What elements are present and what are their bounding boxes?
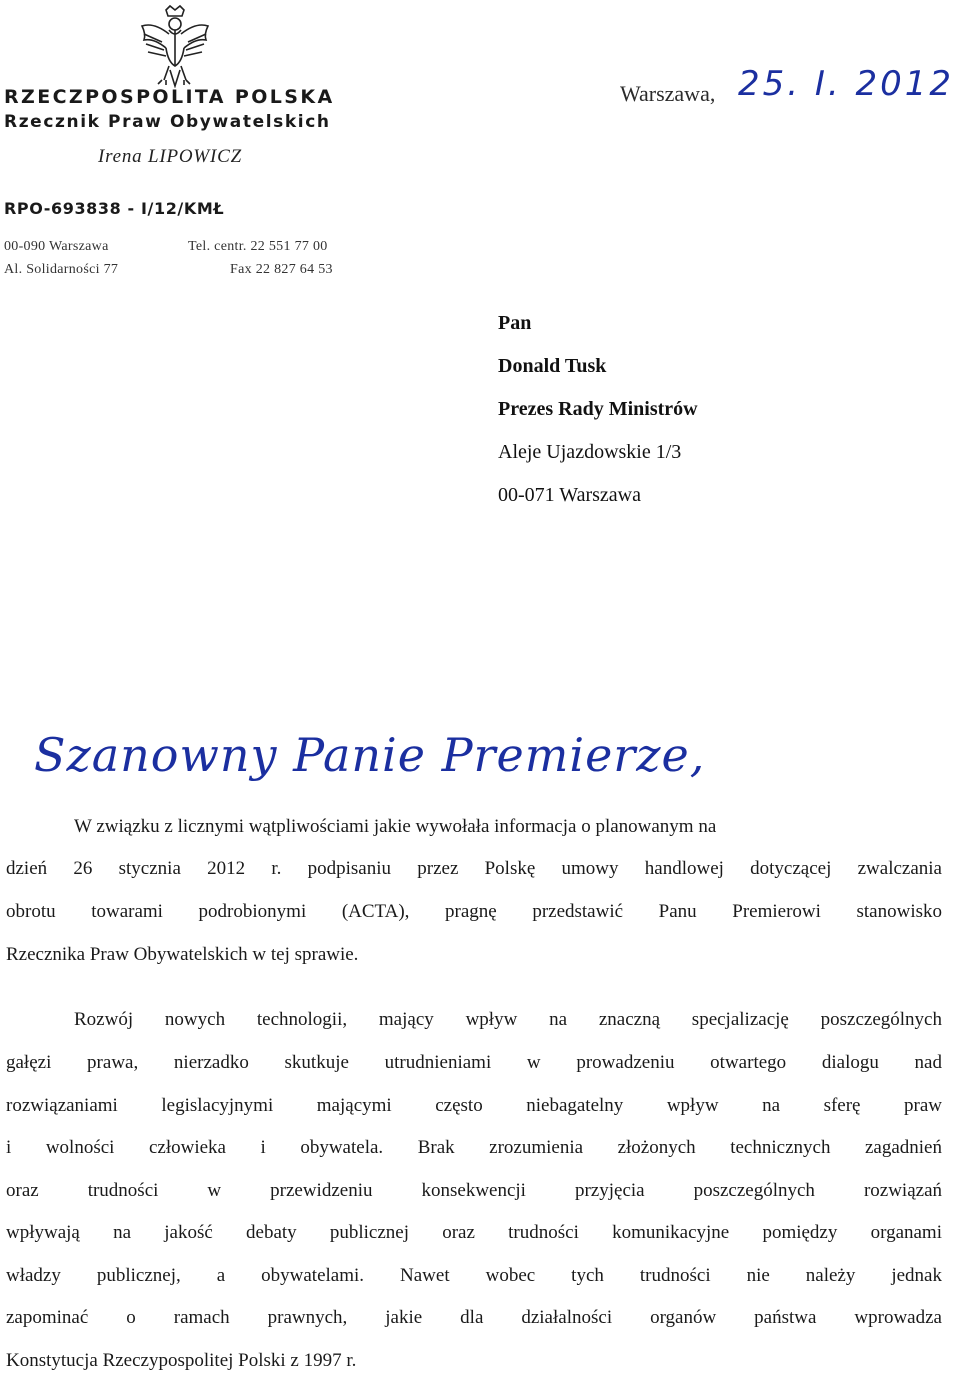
letterhead-name: Irena LIPOWICZ <box>98 146 243 167</box>
addressee-street: Aleje Ujazdowskie 1/3 <box>498 441 682 463</box>
addressee-name: Donald Tusk <box>498 355 607 377</box>
body-line: zapominać o ramach prawnych, jakie dla działalności organów państwa wprowadza <box>6 1307 942 1328</box>
body-line: władzy publicznej, a obywatelami. Nawet wobec tych trudności nie należy jednak <box>6 1265 942 1286</box>
handwritten-salutation: Szanowny Panie Premierze, <box>34 728 706 782</box>
body-line: gałęzi prawa, nierzadko skutkuje utrudnieniami w prowadzeniu otwartego dialogu nad <box>6 1052 942 1073</box>
polish-eagle-emblem-icon <box>136 4 214 88</box>
phone-number: Tel. centr. 22 551 77 00 <box>188 239 328 254</box>
body-line: Konstytucja Rzeczypospolitej Polski z 1997 r. <box>6 1350 357 1371</box>
fax-number: Fax 22 827 64 53 <box>230 262 333 277</box>
letterhead-title: RZECZPOSPOLITA POLSKA <box>4 86 335 108</box>
letterhead-subtitle: Rzecznik Praw Obywatelskich <box>4 112 331 132</box>
reference-number: RPO-693838 - I/12/KMŁ <box>4 199 225 218</box>
body-line: wpływają na jakość debaty publicznej oraz trudności komunikacyjne pomiędzy organami <box>6 1222 942 1243</box>
handwritten-date: 25. I. 2012 <box>738 64 955 104</box>
date-city: Warszawa, <box>620 81 716 106</box>
body-line: obrotu towarami podrobionymi (ACTA), pragnę przedstawić Panu Premierowi stanowisko <box>6 901 942 922</box>
body-line: W związku z licznymi wątpliwościami jakie wywołała informacja o planowanym na <box>74 816 717 837</box>
addressee-honorific: Pan <box>498 312 532 334</box>
body-line: oraz trudności w przewidzeniu konsekwencji przyjęcia poszczególnych rozwiązań <box>6 1180 942 1201</box>
body-line: i wolności człowieka i obywatela. Brak zrozumienia złożonych technicznych zagadnień <box>6 1137 942 1158</box>
postal-code: 00-090 Warszawa <box>4 239 109 254</box>
body-line: Rozwój nowych technologii, mający wpływ na znaczną specjalizację poszczególnych <box>74 1009 942 1030</box>
addressee-city: 00-071 Warszawa <box>498 484 641 506</box>
addressee-position: Prezes Rady Ministrów <box>498 398 698 420</box>
body-line: rozwiązaniami legislacyjnymi mającymi często niebagatelny wpływ na sferę praw <box>6 1095 942 1116</box>
body-line: Rzecznika Praw Obywatelskich w tej sprawie. <box>6 944 359 965</box>
street-address: Al. Solidarności 77 <box>4 262 119 277</box>
body-line: dzień 26 stycznia 2012 r. podpisaniu przez Polskę umowy handlowej dotyczącej zwalczania <box>6 858 942 879</box>
